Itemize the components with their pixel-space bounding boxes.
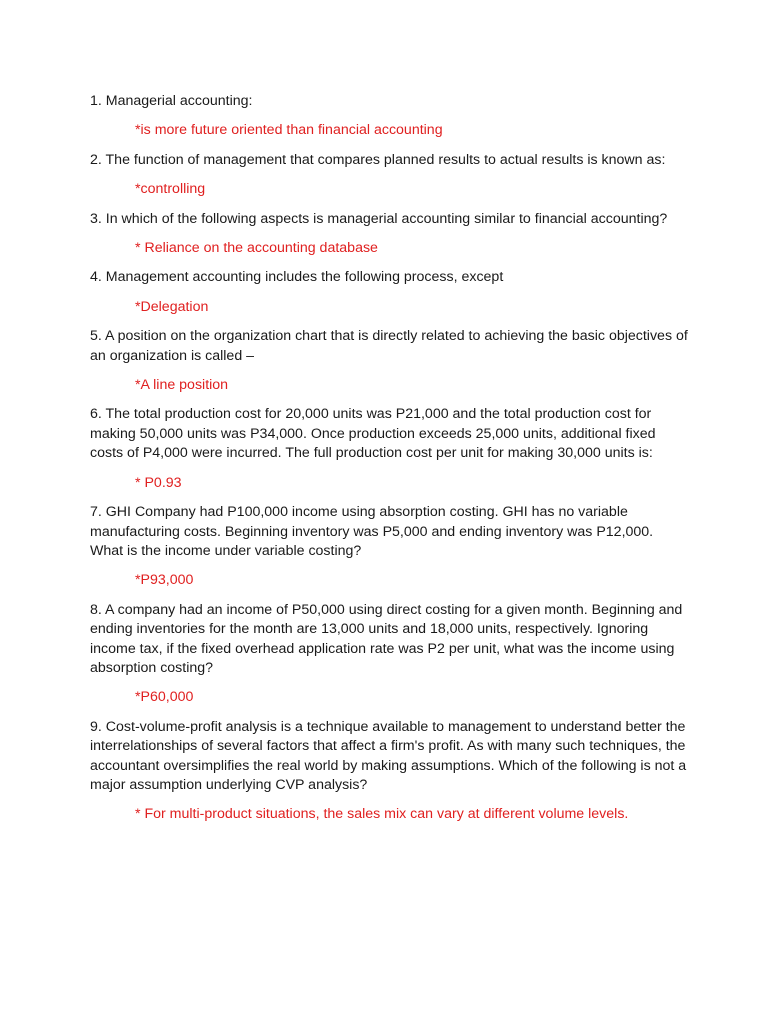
answer-1: *is more future oriented than financial accounting [135, 122, 443, 139]
question-9: 9. Cost-volume-profit analysis is a technique available to management to understand better the interrelationships of several factors that affect a firm's profit. As with many such techniques, the accountant oversimplifies the real world by making assumptions. Which of the following is not a major assumption underlying CVP analysis? [90, 718, 687, 793]
question-5: 5. A position on the organization chart that is directly related to achieving the basic objectives of an organization is called – [90, 328, 688, 364]
answer-8: *P60,000 [135, 689, 194, 706]
question-6: 6. The total production cost for 20,000 units was P21,000 and the total production cost for making 50,000 units was P34,000. Once production exceeds 25,000 units, additional fixed costs of P4,000 were incurred. The full production cost per unit for making 30,000 units is: [90, 406, 656, 462]
answer-7: *P93,000 [135, 572, 194, 589]
question-8: 8. A company had an income of P50,000 using direct costing for a given month. Beginning and ending inventories for the month are 13,000 units and 18,000 units, respectively. Ignoring income tax, if the fixed overhead application rate was P2 per unit, what was the income using absorption costing? [90, 601, 683, 676]
question-4: 4. Management accounting includes the following process, except [90, 269, 504, 286]
answer-3: * Reliance on the accounting database [135, 240, 378, 257]
question-2: 2. The function of management that compares planned results to actual results is known as: [90, 151, 666, 168]
question-3: 3. In which of the following aspects is managerial accounting similar to financial accounting? [90, 210, 668, 227]
answer-2: *controlling [135, 181, 206, 198]
document-page [90, 92, 690, 835]
question-1: 1. Managerial accounting: [90, 93, 253, 109]
answer-5: *A line position [135, 377, 229, 394]
answer-6: * P0.93 [135, 474, 182, 491]
answer-9: * For multi-product situations, the sales mix can vary at different volume levels. [135, 806, 629, 823]
answer-4: *Delegation [135, 298, 209, 315]
question-7: 7. GHI Company had P100,000 income using absorption costing. GHI has no variable manufacturing costs. Beginning inventory was P5,000 and ending inventory was P12,000. What is the income under variable costing? [90, 504, 654, 559]
